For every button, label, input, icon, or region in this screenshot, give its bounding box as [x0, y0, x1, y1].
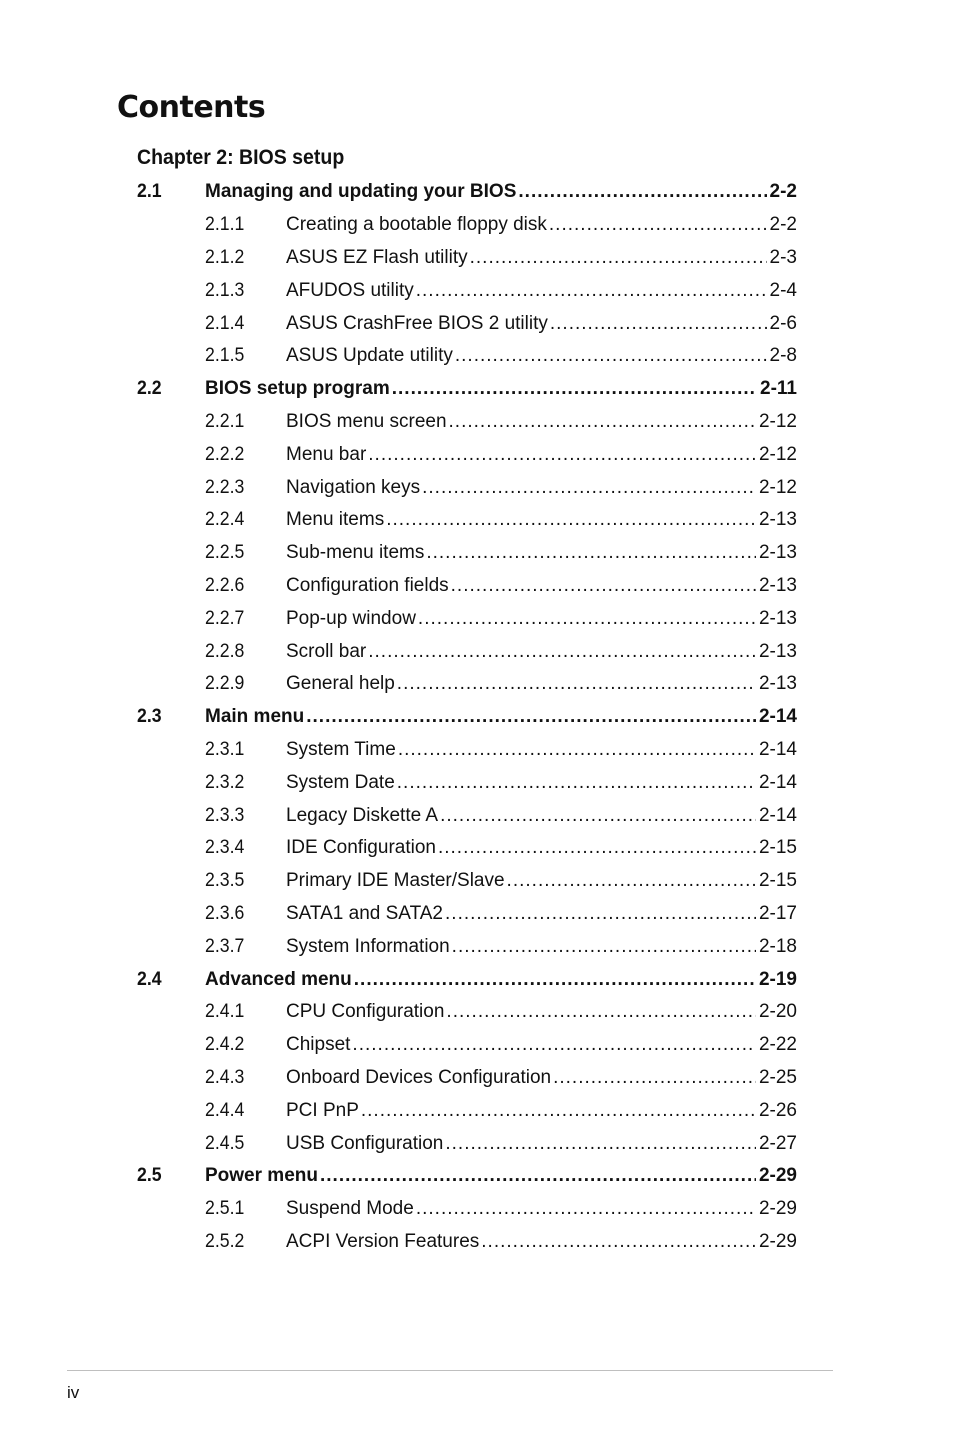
toc-entry[interactable]: [0, 799, 954, 832]
toc-entry[interactable]: [0, 176, 954, 209]
toc-entry[interactable]: [0, 1062, 954, 1095]
toc-entry-line: [286, 641, 797, 663]
toc-dot-leader: [398, 739, 756, 761]
toc-entry-number-text: 2.2.9: [205, 673, 245, 695]
toc-dot-leader: [306, 706, 756, 728]
toc-dot-leader: [553, 1067, 756, 1089]
toc-entry-title: Suspend Mode: [286, 1198, 414, 1220]
toc-entry-page: 2-8: [769, 345, 797, 367]
toc-entry[interactable]: [0, 635, 954, 668]
toc-entry-title: Legacy Diskette A: [286, 804, 439, 826]
toc-dot-leader: [507, 870, 756, 892]
toc-dot-leader: [416, 1198, 756, 1220]
toc-dot-leader: [354, 969, 756, 991]
toc-entry-number-text: 2.3.3: [205, 804, 245, 826]
toc-entry-title: IDE Configuration: [286, 837, 436, 859]
toc-entry[interactable]: [0, 898, 954, 931]
toc-entry-title: Sub-menu items: [286, 542, 425, 564]
toc-entry-page: 2-26: [758, 1099, 797, 1121]
toc-entry-title: BIOS setup program: [205, 378, 390, 400]
toc-entry-title: Menu bar: [286, 443, 367, 465]
toc-entry-page: 2-29: [758, 1198, 797, 1220]
toc-entry-line: [286, 772, 797, 794]
toc-entry-title: Advanced menu: [205, 968, 352, 990]
toc-entry-number: [205, 247, 247, 269]
toc-dot-leader: [440, 805, 756, 827]
toc-entry-page: 2-14: [758, 771, 797, 793]
toc-entry-page: 2-2: [769, 214, 797, 236]
toc-entry-page: 2-12: [758, 476, 797, 498]
toc-entry-title: AFUDOS utility: [286, 279, 414, 301]
toc-dot-leader: [481, 1231, 756, 1253]
toc-dot-leader: [446, 1001, 756, 1023]
toc-entry-title: CPU Configuration: [286, 1001, 445, 1023]
toc-entry-number: [205, 608, 247, 630]
toc-entry-number-text: 2.1.4: [205, 312, 245, 334]
toc-entry-number-text: 2.2.4: [205, 509, 245, 531]
toc-entry-number-text: 2.3.6: [205, 902, 245, 924]
toc-dot-leader: [320, 1165, 756, 1187]
toc-entry-number-text: 2.4: [137, 968, 162, 990]
toc-entry[interactable]: [0, 734, 954, 767]
toc-entry-number-text: 2.2.8: [205, 640, 245, 662]
toc-entry-line: [286, 477, 797, 499]
toc-entry-number: [205, 903, 247, 925]
toc-entry-number: [205, 1100, 247, 1122]
toc-entry-title: Chipset: [286, 1034, 351, 1056]
toc-entry-page: 2-22: [758, 1034, 797, 1056]
toc-dot-leader: [397, 772, 756, 794]
toc-entry-title: System Time: [286, 738, 396, 760]
toc-dot-leader: [397, 673, 756, 695]
toc-entry-line: [286, 1198, 797, 1220]
toc-entry-line: [286, 1100, 797, 1122]
page-number: iv: [67, 1383, 80, 1402]
toc-entry[interactable]: [0, 340, 954, 373]
toc-entry-number: [205, 214, 247, 236]
toc-dot-leader: [438, 837, 756, 859]
toc-entry[interactable]: [0, 406, 954, 439]
toc-entry-number: [205, 1034, 247, 1056]
toc-entry-number: [205, 575, 247, 597]
toc-entry-number: [205, 870, 247, 892]
toc-entry[interactable]: [0, 1160, 954, 1193]
toc-entry-number: [205, 673, 247, 695]
toc-entry-number: [205, 936, 247, 958]
toc-dot-leader: [368, 641, 756, 663]
toc-entry-page: 2-13: [758, 542, 797, 564]
toc-entry[interactable]: [0, 930, 954, 963]
footer-divider: [67, 1370, 833, 1371]
toc-entry-page: 2-3: [769, 246, 797, 268]
toc-entry-number: [205, 1231, 247, 1253]
toc-entry-title: USB Configuration: [286, 1132, 444, 1154]
toc-entry-page: 2-13: [758, 509, 797, 531]
toc-dot-leader: [418, 608, 756, 630]
toc-entry-number: [205, 509, 247, 531]
toc-entry-title: PCI PnP: [286, 1099, 359, 1121]
toc-entry-number-text: 2.1.2: [205, 246, 245, 268]
toc-entry[interactable]: [0, 996, 954, 1029]
toc-entry-number-text: 2.2.3: [205, 476, 245, 498]
toc-entry[interactable]: [0, 766, 954, 799]
toc-entry-page: 2-15: [758, 870, 797, 892]
toc-entry-line: [205, 706, 797, 728]
toc-entry-number: [137, 181, 163, 203]
toc-dot-leader: [518, 181, 766, 203]
toc-entry-number-text: 2.2.5: [205, 542, 245, 564]
toc-entry[interactable]: [0, 438, 954, 471]
toc-entry[interactable]: [0, 307, 954, 340]
toc-entry-title: ASUS EZ Flash utility: [286, 246, 468, 268]
toc-entry-number-text: 2.4.2: [205, 1034, 245, 1056]
table-of-contents: [0, 176, 954, 1258]
toc-entry-page: 2-29: [758, 1230, 797, 1252]
toc-dot-leader: [352, 1034, 756, 1056]
toc-entry-number: [205, 345, 247, 367]
toc-dot-leader: [368, 444, 756, 466]
toc-entry-number-text: 2.2: [137, 378, 162, 400]
page-title: Contents: [117, 90, 266, 125]
toc-entry-page: 2-17: [758, 902, 797, 924]
toc-dot-leader: [422, 477, 756, 499]
toc-entry-number-text: 2.2.7: [205, 607, 245, 629]
toc-entry-number: [137, 1165, 163, 1187]
toc-entry-number: [205, 837, 247, 859]
toc-entry-number-text: 2.5: [137, 1165, 162, 1187]
toc-entry[interactable]: [0, 570, 954, 603]
toc-entry-title: ASUS CrashFree BIOS 2 utility: [286, 312, 548, 334]
toc-entry-line: [286, 1067, 797, 1089]
toc-entry-number: [205, 444, 247, 466]
toc-entry[interactable]: [0, 963, 954, 996]
toc-entry[interactable]: [0, 373, 954, 406]
toc-entry-title: BIOS menu screen: [286, 410, 447, 432]
toc-entry-page: 2-13: [758, 607, 797, 629]
toc-entry-title: Navigation keys: [286, 476, 421, 498]
toc-entry[interactable]: [0, 1127, 954, 1160]
toc-entry[interactable]: [0, 832, 954, 865]
toc-entry-page: 2-13: [758, 640, 797, 662]
toc-entry[interactable]: [0, 701, 954, 734]
toc-entry-title: Pop-up window: [286, 607, 416, 629]
toc-entry-line: [286, 608, 797, 630]
toc-entry-number-text: 2.1.1: [205, 214, 245, 236]
toc-entry-page: 2-12: [758, 443, 797, 465]
toc-entry-line: [286, 936, 797, 958]
toc-dot-leader: [470, 247, 767, 269]
toc-entry-title: System Date: [286, 771, 395, 793]
toc-dot-leader: [426, 542, 756, 564]
toc-entry[interactable]: [0, 1094, 954, 1127]
toc-entry-page: 2-15: [758, 837, 797, 859]
toc-entry-line: [205, 1165, 797, 1187]
toc-dot-leader: [445, 1133, 756, 1155]
toc-entry-page: 2-11: [760, 378, 797, 400]
toc-entry-line: [286, 509, 797, 531]
toc-entry-line: [286, 444, 797, 466]
toc-entry-title: SATA1 and SATA2: [286, 902, 444, 924]
toc-entry-line: [286, 280, 797, 302]
toc-entry-number-text: 2.3.2: [205, 771, 245, 793]
toc-entry-number-text: 2.5.1: [205, 1198, 245, 1220]
toc-entry-number: [205, 477, 247, 499]
toc-entry-number: [205, 411, 247, 433]
toc-entry[interactable]: [0, 1193, 954, 1226]
toc-entry-number-text: 2.1: [137, 181, 162, 203]
toc-entry-line: [205, 378, 797, 400]
toc-entry-number: [205, 1133, 247, 1155]
toc-entry-number: [205, 739, 247, 761]
toc-entry-number: [205, 1067, 247, 1089]
toc-entry-page: 2-25: [758, 1066, 797, 1088]
toc-entry-number: [205, 805, 247, 827]
toc-entry-line: [286, 247, 797, 269]
toc-entry-line: [286, 903, 797, 925]
toc-entry-page: 2-14: [758, 706, 797, 728]
toc-dot-leader: [455, 345, 767, 367]
toc-entry-line: [205, 969, 797, 991]
toc-entry-line: [286, 411, 797, 433]
toc-entry-number: [205, 542, 247, 564]
toc-entry-line: [286, 313, 797, 335]
toc-entry-line: [286, 214, 797, 236]
toc-entry-number: [205, 280, 247, 302]
toc-entry-number: [205, 1198, 247, 1220]
toc-dot-leader: [449, 411, 756, 433]
toc-entry-title: Onboard Devices Configuration: [286, 1066, 552, 1088]
toc-entry[interactable]: [0, 471, 954, 504]
toc-entry-title: Scroll bar: [286, 640, 367, 662]
toc-entry-number: [205, 772, 247, 794]
toc-entry-number: [137, 706, 163, 728]
toc-entry[interactable]: [0, 537, 954, 570]
toc-dot-leader: [361, 1100, 756, 1122]
toc-entry-page: 2-18: [758, 935, 797, 957]
toc-dot-leader: [452, 936, 756, 958]
toc-entry-line: [286, 345, 797, 367]
toc-entry-line: [286, 739, 797, 761]
toc-entry-page: 2-13: [758, 574, 797, 596]
toc-entry-page: 2-2: [769, 181, 797, 203]
toc-entry-title: Menu items: [286, 509, 385, 531]
toc-dot-leader: [392, 378, 757, 400]
toc-entry-line: [286, 870, 797, 892]
toc-entry-number: [137, 969, 163, 991]
toc-entry-title: System Information: [286, 935, 450, 957]
toc-entry-line: [286, 1034, 797, 1056]
toc-entry-line: [286, 1001, 797, 1023]
toc-dot-leader: [451, 575, 756, 597]
toc-entry-number-text: 2.4.4: [205, 1099, 245, 1121]
toc-entry-number-text: 2.4.5: [205, 1132, 245, 1154]
toc-entry-title: Creating a bootable floppy disk: [286, 214, 547, 236]
toc-entry-line: [205, 181, 797, 203]
toc-entry-line: [286, 673, 797, 695]
toc-entry-number-text: 2.4.1: [205, 1001, 245, 1023]
toc-entry-number-text: 2.3.4: [205, 837, 245, 859]
toc-dot-leader: [445, 903, 756, 925]
chapter-heading: Chapter 2: BIOS setup: [137, 146, 345, 169]
toc-entry-page: 2-13: [758, 673, 797, 695]
toc-entry-number-text: 2.1.5: [205, 345, 245, 367]
toc-entry-number: [205, 641, 247, 663]
toc-entry-number: [205, 313, 247, 335]
toc-entry-page: 2-4: [769, 279, 797, 301]
toc-dot-leader: [549, 214, 767, 236]
toc-dot-leader: [550, 313, 767, 335]
toc-entry[interactable]: [0, 865, 954, 898]
toc-entry[interactable]: [0, 504, 954, 537]
toc-entry-title: Power menu: [205, 1165, 318, 1187]
toc-entry-page: 2-14: [758, 738, 797, 760]
toc-entry-title: Configuration fields: [286, 574, 449, 596]
toc-entry[interactable]: [0, 274, 954, 307]
toc-entry-page: 2-20: [758, 1001, 797, 1023]
toc-entry[interactable]: [0, 668, 954, 701]
toc-entry-title: ACPI Version Features: [286, 1230, 480, 1252]
toc-entry[interactable]: [0, 1029, 954, 1062]
toc-dot-leader: [386, 509, 756, 531]
toc-entry-line: [286, 1133, 797, 1155]
toc-entry-line: [286, 837, 797, 859]
toc-entry-page: 2-19: [758, 968, 797, 990]
toc-entry-number-text: 2.3.7: [205, 935, 245, 957]
toc-dot-leader: [416, 280, 767, 302]
toc-entry[interactable]: [0, 1226, 954, 1259]
toc-entry[interactable]: [0, 242, 954, 275]
toc-entry-number-text: 2.4.3: [205, 1066, 245, 1088]
toc-entry-number: [137, 378, 163, 400]
toc-entry-page: 2-12: [758, 410, 797, 432]
toc-entry-number-text: 2.2.6: [205, 574, 245, 596]
toc-entry-number-text: 2.3.5: [205, 870, 245, 892]
toc-entry-line: [286, 1231, 797, 1253]
toc-entry-title: General help: [286, 673, 395, 695]
toc-entry-line: [286, 805, 797, 827]
toc-entry-page: 2-27: [758, 1132, 797, 1154]
toc-entry-number: [205, 1001, 247, 1023]
toc-entry-page: 2-14: [758, 804, 797, 826]
toc-entry-page: 2-6: [769, 312, 797, 334]
toc-entry[interactable]: [0, 602, 954, 635]
toc-entry-page: 2-29: [758, 1165, 797, 1187]
toc-entry-title: ASUS Update utility: [286, 345, 453, 367]
toc-entry-number-text: 2.1.3: [205, 279, 245, 301]
toc-entry-title: Main menu: [205, 706, 305, 728]
toc-entry-number-text: 2.3.1: [205, 738, 245, 760]
toc-entry-number-text: 2.2.2: [205, 443, 245, 465]
toc-entry-number-text: 2.3: [137, 706, 162, 728]
toc-entry-number-text: 2.2.1: [205, 410, 245, 432]
toc-entry-title: Primary IDE Master/Slave: [286, 870, 505, 892]
toc-entry-title: Managing and updating your BIOS: [205, 181, 517, 203]
toc-entry[interactable]: [0, 209, 954, 242]
toc-entry-line: [286, 542, 797, 564]
toc-entry-number-text: 2.5.2: [205, 1230, 245, 1252]
toc-entry-line: [286, 575, 797, 597]
